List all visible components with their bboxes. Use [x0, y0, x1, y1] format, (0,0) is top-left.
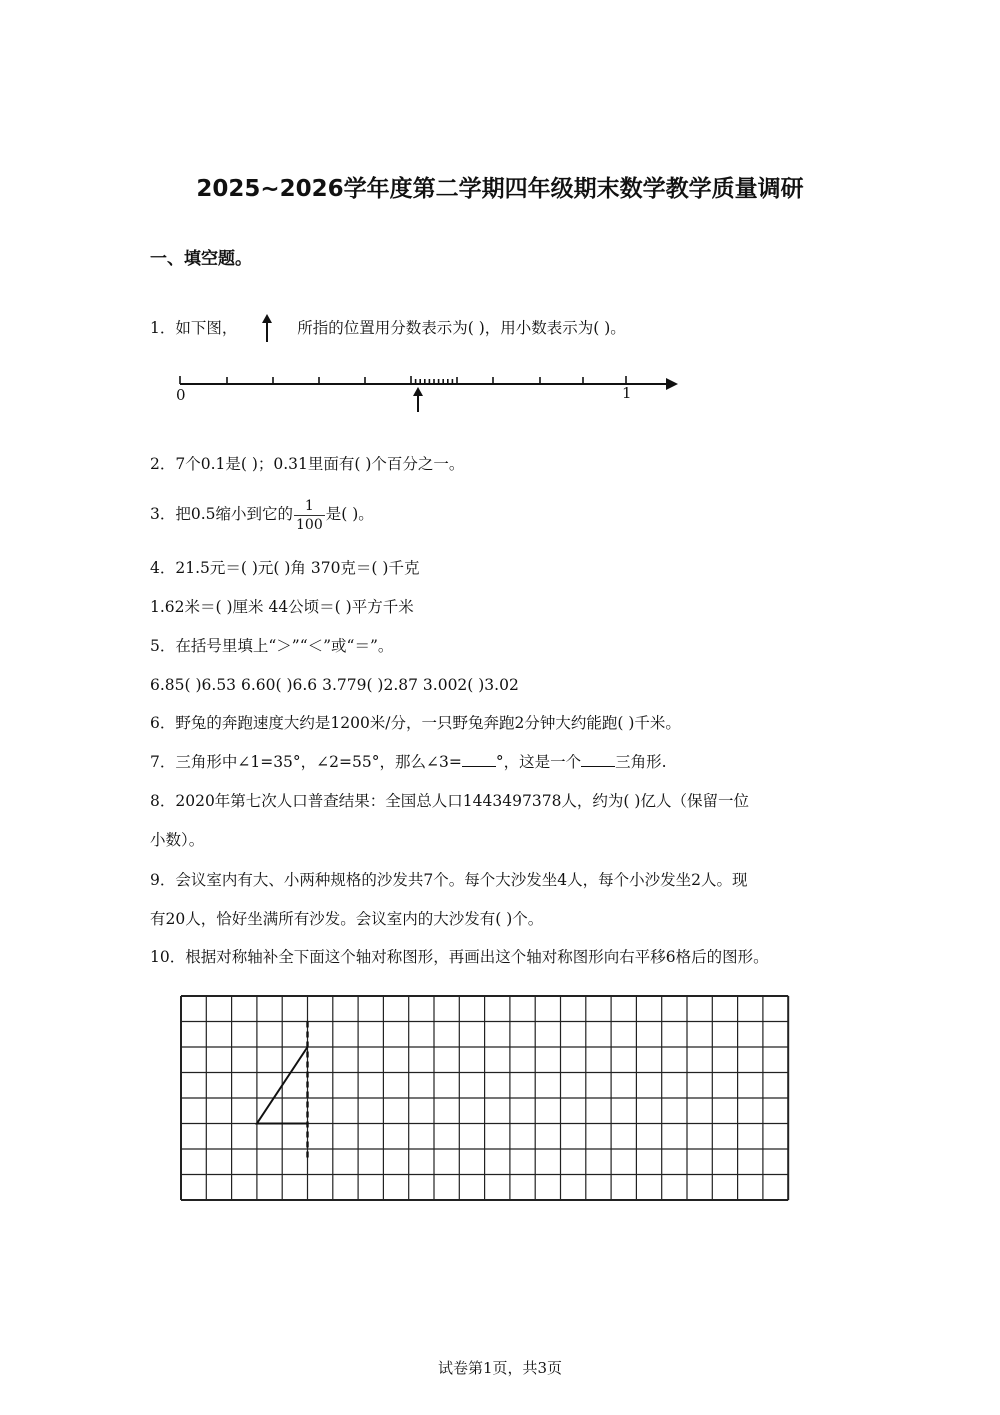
pointer-arrow-icon — [413, 387, 423, 412]
question-5: 5．在括号里填上“＞”“＜”或“＝”。 — [150, 637, 394, 655]
question-3-prefix: 3．把0.5缩小到它的 — [150, 505, 294, 523]
question-7-prefix: 7．三角形中∠1=35°，∠2=55°，那么∠3= — [150, 753, 462, 771]
section-heading: 一、填空题。 — [150, 249, 252, 269]
question-1-prefix: 1．如下图， — [150, 319, 238, 337]
number-line-label-0: 0 — [176, 386, 186, 404]
page-title: 2025~2026学年度第二学期四年级期末数学教学质量调研 — [196, 176, 804, 202]
number-line — [170, 364, 690, 414]
question-10: 10．根据对称轴补全下面这个轴对称图形，再画出这个轴对称图形向右平移6格后的图形。 — [150, 948, 769, 966]
answer-blank — [462, 752, 496, 767]
question-8-line-2: 小数）。 — [150, 831, 205, 849]
fraction — [294, 497, 325, 534]
question-5-items: 6.85( )6.53 6.60( )6.6 3.779( )2.87 3.002( )3.02 — [150, 676, 519, 694]
answer-blank — [581, 752, 615, 767]
question-7-suffix: 三角形. — [615, 753, 667, 771]
up-arrow-icon — [256, 314, 278, 344]
question-3 — [150, 494, 374, 534]
fraction-denominator: 100 — [296, 516, 323, 533]
question-7-mid: °，这是一个 — [495, 753, 582, 771]
question-8-line-1: 8．2020年第七次人口普查结果：全国总人口1443497378人，约为( )亿人（保留一位 — [150, 792, 749, 810]
question-9-line-1: 9．会议室内有大、小两种规格的沙发共7个。每个大沙发坐4人，每个小沙发坐2人。现 — [150, 871, 748, 889]
question-2: 2．7个0.1是( )；0.31里面有( )个百分之一。 — [150, 455, 465, 473]
drawing-grid — [178, 993, 794, 1205]
question-6: 6．野兔的奔跑速度大约是1200米/分，一只野兔奔跑2分钟大约能跑( )千米。 — [150, 714, 681, 732]
question-9-line-2: 有20人，恰好坐满所有沙发。会议室内的大沙发有( )个。 — [150, 910, 544, 928]
page-footer: 试卷第1页，共3页 — [437, 1359, 563, 1377]
number-line-label-1: 1 — [622, 384, 632, 402]
question-4-line-2: 1.62米＝( )厘米 44公顷＝( )平方千米 — [150, 598, 414, 616]
question-3-suffix: 是( )。 — [325, 505, 374, 523]
question-7 — [150, 752, 667, 772]
fraction-numerator: 1 — [294, 497, 325, 516]
question-4-line-1: 4．21.5元＝( )元( )角 370克＝( )千克 — [150, 559, 420, 577]
question-1 — [150, 314, 626, 344]
question-1-suffix: 所指的位置用分数表示为( )，用小数表示为( )。 — [297, 319, 626, 337]
